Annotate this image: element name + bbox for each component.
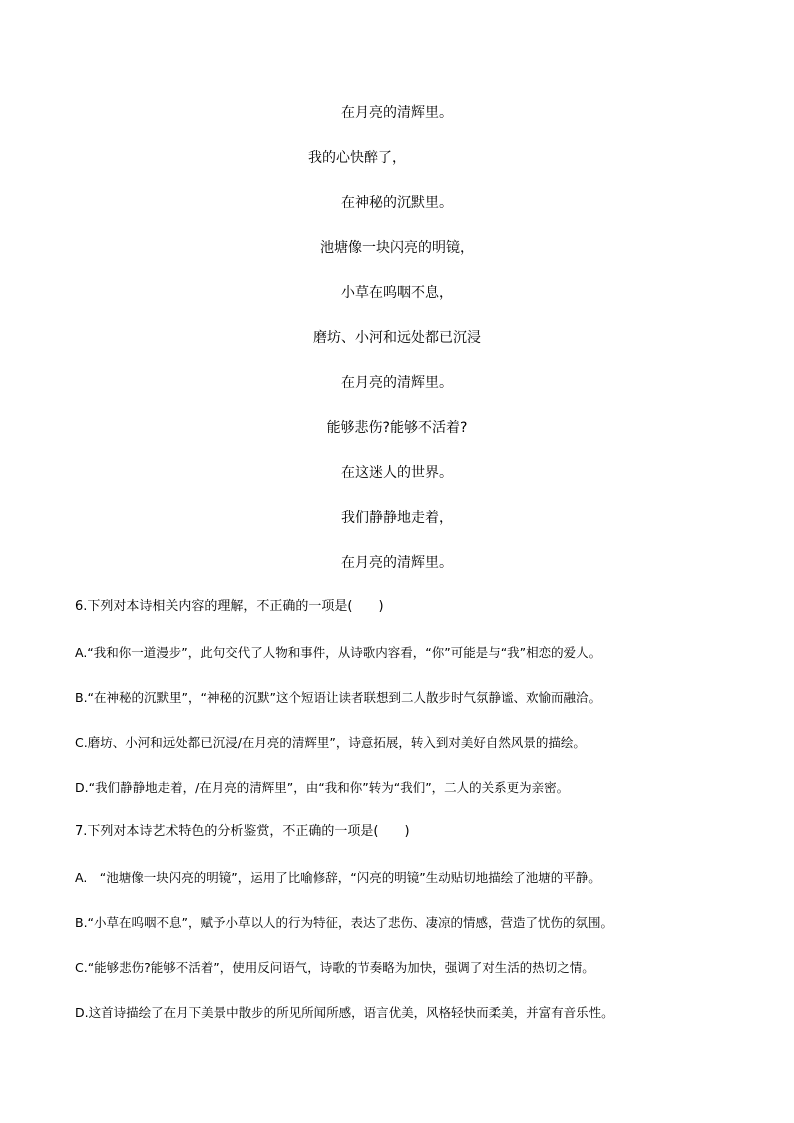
question-stem: 7.下列对本诗艺术特色的分析鉴赏，不正确的一项是( ) — [75, 824, 410, 839]
poem-line: 在神秘的沉默里。 — [341, 195, 453, 211]
option-a: A. “池塘像一块闪亮的明镜”，运用了比喻修辞，“闪亮的明镜”生动贴切地描绘了池塘的平静。 — [75, 870, 601, 885]
poem-line: 磨坊、小河和远处都已沉浸 — [313, 330, 481, 346]
option-a: A.“我和你一道漫步”，此句交代了人物和事件，从诗歌内容看，“你”可能是与“我”相恋的爱人。 — [75, 645, 602, 660]
poem-line: 我们静静地走着， — [341, 510, 453, 526]
poem-line: 池塘像一块闪亮的明镜， — [320, 240, 474, 256]
option-d: D.这首诗描绘了在月下美景中散步的所见所闻所感，语言优美，风格轻快而柔美，并富有音乐性。 — [75, 1005, 614, 1020]
poem-line: 我的心快醉了， — [308, 150, 406, 166]
option-c: C.磨坊、小河和远处都已沉浸/在月亮的清辉里”，诗意拓展，转入到对美好自然风景的描绘。 — [75, 735, 586, 750]
poem-line: 能够悲伤?能够不活着? — [326, 420, 468, 436]
option-b: B.“小草在呜咽不息”，赋予小草以人的行为特征，表达了悲伤、凄凉的情感，营造了忧伤的氛围。 — [75, 915, 614, 930]
option-b: B.“在神秘的沉默里”，“神秘的沉默”这个短语让读者联想到二人散步时气氛静谧、欢愉而融洽。 — [75, 690, 601, 705]
question-stem: 6.下列对本诗相关内容的理解，不正确的一项是( ) — [75, 599, 384, 614]
poem-line: 在月亮的清辉里。 — [341, 555, 453, 571]
poem-line: 在月亮的清辉里。 — [341, 375, 453, 391]
option-d: D.“我们静静地走着，/在月亮的清辉里”，由“我和你”转为“我们”，二人的关系更为亲密。 — [75, 780, 570, 795]
poem-line: 在月亮的清辉里。 — [341, 105, 453, 121]
poem-line: 在这迷人的世界。 — [341, 465, 453, 481]
poem-line: 小草在呜咽不息， — [341, 285, 453, 301]
option-c: C.“能够悲伤?能够不活着”，使用反问语气，诗歌的节奏略为加快，强调了对生活的热切之情。 — [75, 960, 595, 975]
